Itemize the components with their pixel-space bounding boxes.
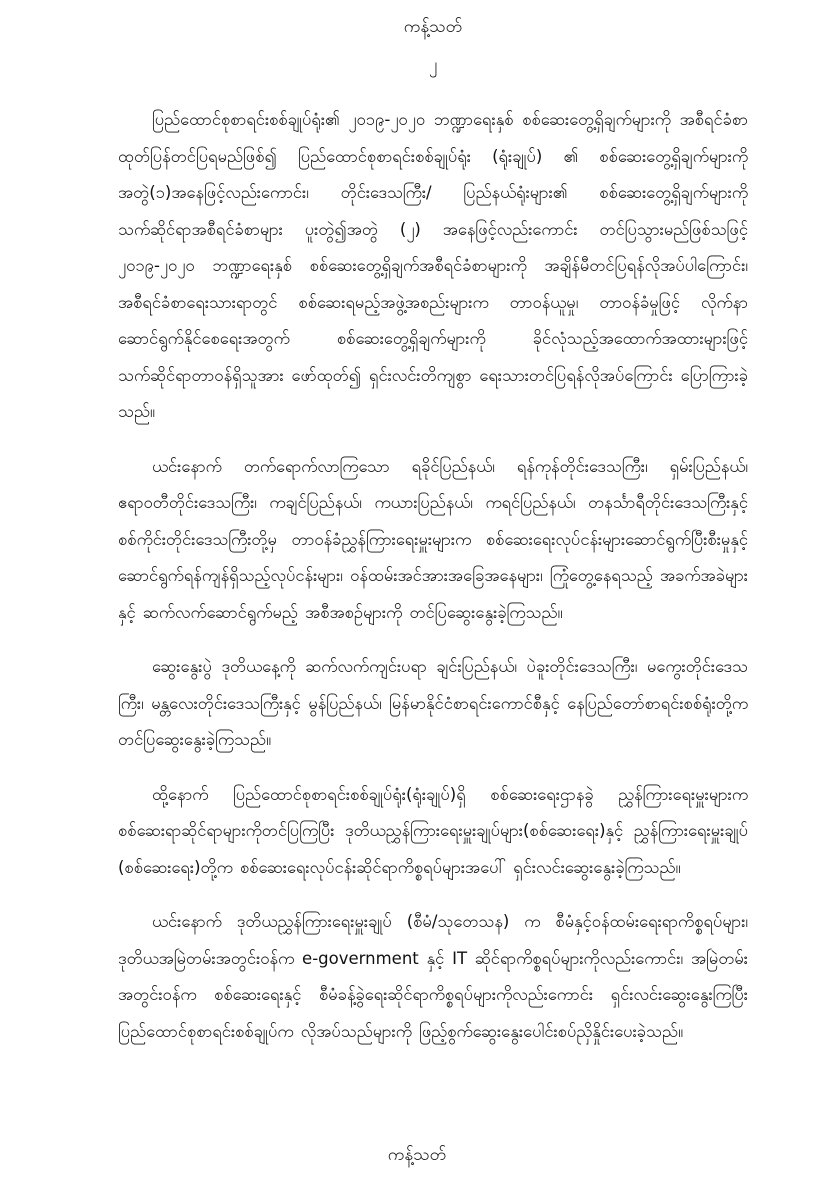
paragraph-1: ပြည်ထောင်စုစာရင်းစစ်ချုပ်ရုံး၏ ၂၀၁၉-၂၀၂၀ ဘဏ္ဍာရေးနှစ် စစ်ဆေးတွေ့ရှိချက်များကို အစီရင်ခံစာထုတ်ပြန်တင်ပြရမည်ဖြစ်၍ ပြည်ထောင်စုစာရင်းစစ်ချုပ်ရုံး (ရုံးချုပ်) ၏ စစ်ဆေးတွေ့ရှိချက်များကို အတွဲ(၁)အနေဖြင့်လည်းကောင်း၊ တိုင်းဒေသကြီး/ ပြည်နယ်ရုံးများ၏ စစ်ဆေးတွေ့ရှိချက်များကို သက်ဆိုင်ရာအစီရင်ခံစာများ ပူးတွဲ၍အတွဲ (၂) အနေဖြင့်လည်းကောင်း တင်ပြသွားမည်ဖြစ်သဖြင့် ၂၀၁၉-၂၀၂၀ ဘဏ္ဍာရေးနှစ် စစ်ဆေးတွေ့ရှိချက်အစီရင်ခံစာများကို အချိန်မီတင်ပြရန်လိုအပ်ပါကြောင်း၊ အစီရင်ခံစာရေးသားရာတွင် စစ်ဆေးရမည့်အဖွဲ့အစည်းများက တာဝန်ယူမှု၊ တာဝန်ခံမှုဖြင့် လိုက်နာဆောင်ရွက်နိုင်စေရေးအတွက် စစ်ဆေးတွေ့ရှိချက်များကို ခိုင်လုံသည့်အထောက်အထားများဖြင့် သက်ဆိုင်ရာတာဝန်ရှိသူအား ဖော်ထုတ်၍ ရှင်းလင်းတိကျစွာ ရေးသားတင်ပြရန်လိုအပ်ကြောင်း ပြောကြားခဲ့သည်။ <box>118 110 748 421</box>
paragraph-5: ယင်းနောက် ဒုတိယညွှန်ကြားရေးမှူးချုပ် (စီမံ/သုတေသန) က စီမံနှင့်ဝန်ထမ်းရေးရာကိစ္စရပ်များ၊ ဒုတိယအမြဲတမ်းအတွင်းဝန်က e-government နှင့် IT ဆိုင်ရာကိစ္စရပ်များကိုလည်းကောင်း၊ အမြဲတမ်းအတွင်းဝန်က စစ်ဆေးရေးနှင့် စီမံခန့်ခွဲရေးဆိုင်ရာကိစ္စရပ်များကိုလည်းကောင်း ရှင်းလင်းဆွေးနွေးကြပြီး ပြည်ထောင်စုစာရင်းစစ်ချုပ်က လိုအပ်သည်များကို ဖြည့်စွက်ဆွေးနွေးပေါင်းစပ်ညှိနှိုင်းပေးခဲ့သည်။ <box>118 912 748 1041</box>
classification-footer: ကန့်သတ် <box>387 1145 447 1165</box>
classification-header: ကန့်သတ် <box>403 17 463 37</box>
paragraph-2: ယင်းနောက် တက်ရောက်လာကြသော ရခိုင်ပြည်နယ်၊ ရန်ကုန်တိုင်းဒေသကြီး၊ ရှမ်းပြည်နယ်၊ ဧရာဝတီတိုင်းဒေသကြီး၊ ကချင်ပြည်နယ်၊ ကယားပြည်နယ်၊ ကရင်ပြည်နယ်၊ တနင်္သာရီတိုင်းဒေသကြီးနှင့် စစ်ကိုင်းတိုင်းဒေသကြီးတို့မှ တာဝန်ခံညွှန်ကြားရေးမှူးများက စစ်ဆေးရေးလုပ်ငန်းများဆောင်ရွက်ပြီးစီးမှုနှင့် ဆောင်ရွက်ရန်ကျန်ရှိသည့်လုပ်ငန်းများ၊ ဝန်ထမ်းအင်အားအခြေအနေများ၊ ကြုံတွေ့နေရသည့် အခက်အခဲများနှင့် ဆက်လက်ဆောင်ရွက်မည့် အစီအစဉ်များကို တင်ပြဆွေးနွေးခဲ့ကြသည်။ <box>118 456 748 622</box>
page-number: ၂ <box>428 55 438 75</box>
paragraph-3: ဆွေးနွေးပွဲ ဒုတိယနေ့ကို ဆက်လက်ကျင်းပရာ ချင်းပြည်နယ်၊ ပဲခူးတိုင်းဒေသကြီး၊ မကွေးတိုင်းဒေသကြီး၊ မန္တလေးတိုင်းဒေသကြီးနှင့် မွန်ပြည်နယ်၊ မြန်မာနိုင်ငံစာရင်းကောင်စီနှင့် နေပြည်တော်စာရင်းစစ်ရုံးတို့က တင်ပြဆွေးနွေးခဲ့ကြသည်။ <box>118 657 748 749</box>
paragraph-4: ထို့နောက် ပြည်ထောင်စုစာရင်းစစ်ချုပ်ရုံး(ရုံးချုပ်)ရှိ စစ်ဆေးရေးဌာနခွဲ ညွှန်ကြားရေးမှူးများက စစ်ဆေးရာဆိုင်ရာများကိုတင်ပြကြပြီး ဒုတိယညွှန်ကြားရေးမှူးချုပ်များ(စစ်ဆေးရေး)နှင့် ညွှန်ကြားရေးမှူးချုပ် (စစ်ဆေးရေး)တို့က စစ်ဆေးရေးလုပ်ငန်းဆိုင်ရာကိစ္စရပ်များအပေါ် ရှင်းလင်းဆွေးနွေးခဲ့ကြသည်။ <box>118 784 748 877</box>
